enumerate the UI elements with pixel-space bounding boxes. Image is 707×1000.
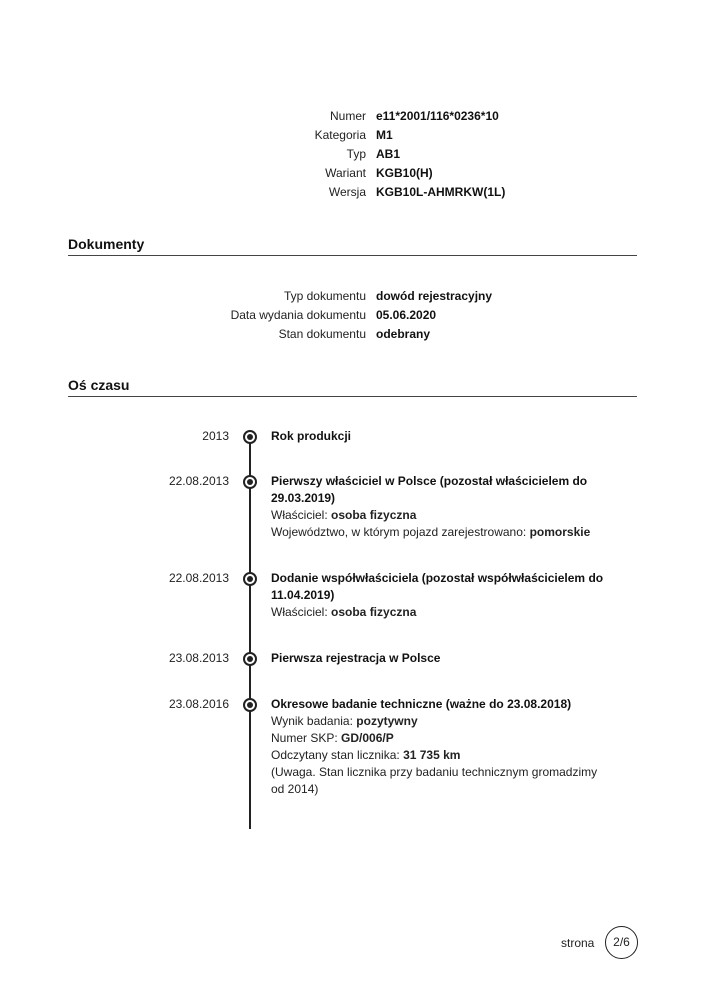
timeline-dot-icon <box>243 698 257 712</box>
skp-label: Numer SKP: <box>271 731 342 745</box>
vehicle-variant-value: KGB10(H) <box>376 166 433 180</box>
timeline-heading: Oś czasu <box>68 377 637 397</box>
timeline-event-title: Okresowe badanie techniczne (ważne do 23.08.2018) <box>271 697 572 711</box>
timeline-event-odometer <box>271 747 611 764</box>
odometer-label: Odczytany stan licznika: <box>271 748 404 762</box>
timeline-event-date: 22.08.2013 <box>168 474 229 488</box>
timeline-event-note: (Uwaga. Stan licznika przy badaniu technicznym gromadzimy od 2014) <box>271 765 598 796</box>
result-value: pozytywny <box>356 714 418 728</box>
timeline-event-content <box>271 696 611 798</box>
document-status-row <box>0 325 707 344</box>
timeline-dot-icon <box>243 572 257 586</box>
vehicle-category-label: Kategoria <box>314 128 366 142</box>
owner-value: osoba fizyczna <box>331 605 417 619</box>
vehicle-version-row <box>0 183 707 202</box>
vehicle-category-row <box>0 126 707 145</box>
timeline-event-owner <box>271 604 611 621</box>
vehicle-number-value: e11*2001/116*0236*10 <box>376 109 499 123</box>
timeline-event-date: 22.08.2013 <box>168 571 229 585</box>
owner-label: Właściciel: <box>271 605 332 619</box>
vehicle-info <box>0 107 707 202</box>
timeline-event-content <box>271 570 611 621</box>
timeline-event-result <box>271 713 611 730</box>
timeline-event-title: Pierwsza rejestracja w Polsce <box>271 651 441 665</box>
document-date-label: Data wydania dokumentu <box>230 308 366 322</box>
result-label: Wynik badania: <box>271 714 357 728</box>
timeline-dot-icon <box>243 652 257 666</box>
vehicle-version-label: Wersja <box>328 185 366 199</box>
documents-heading: Dokumenty <box>68 236 637 256</box>
vehicle-number-row <box>0 107 707 126</box>
timeline-event-date: 23.08.2013 <box>168 651 229 665</box>
vehicle-type-row <box>0 145 707 164</box>
owner-value: osoba fizyczna <box>331 508 417 522</box>
page-number-badge: 2/6 <box>605 926 638 959</box>
vehicle-type-value: AB1 <box>376 147 401 161</box>
timeline-event-content <box>271 473 611 541</box>
timeline-event-title: Rok produkcji <box>271 429 352 443</box>
skp-value: GD/006/P <box>341 731 394 745</box>
odometer-value: 31 735 km <box>403 748 461 762</box>
timeline-event-owner <box>271 507 611 524</box>
timeline-dot-icon <box>243 430 257 444</box>
document-type-label: Typ dokumentu <box>283 289 366 303</box>
vehicle-number-label: Numer <box>329 109 366 123</box>
timeline-event-title: Pierwszy właściciel w Polsce (pozostał właścicielem do 29.03.2019) <box>271 474 588 505</box>
owner-label: Właściciel: <box>271 508 332 522</box>
vehicle-version-value: KGB10L-AHMRKW(1L) <box>376 185 506 199</box>
vehicle-type-label: Typ <box>346 147 366 161</box>
region-label: Województwo, w którym pojazd zarejestrowano: <box>271 525 530 539</box>
timeline-event-title: Dodanie współwłaściciela (pozostał współwłaścicielem do 11.04.2019) <box>271 571 604 602</box>
document-status-label: Stan dokumentu <box>278 327 366 341</box>
vehicle-variant-row <box>0 164 707 183</box>
document-type-row <box>0 287 707 306</box>
timeline-event-content <box>271 650 611 667</box>
documents-info <box>0 287 707 344</box>
document-status-value: odebrany <box>376 327 431 341</box>
timeline-event-date: 2013 <box>202 429 229 443</box>
timeline-event-skp <box>271 730 611 747</box>
document-date-value: 05.06.2020 <box>376 308 437 322</box>
document-date-row <box>0 306 707 325</box>
vehicle-category-value: M1 <box>376 128 393 142</box>
timeline-event-region <box>271 524 611 541</box>
timeline-event-date: 23.08.2016 <box>168 697 229 711</box>
timeline-dot-icon <box>243 475 257 489</box>
region-value: pomorskie <box>529 525 591 539</box>
timeline-axis <box>249 436 251 829</box>
timeline-event-content <box>271 428 611 445</box>
vehicle-variant-label: Wariant <box>325 166 366 180</box>
document-type-value: dowód rejestracyjny <box>376 289 493 303</box>
page-label: strona <box>561 936 595 950</box>
